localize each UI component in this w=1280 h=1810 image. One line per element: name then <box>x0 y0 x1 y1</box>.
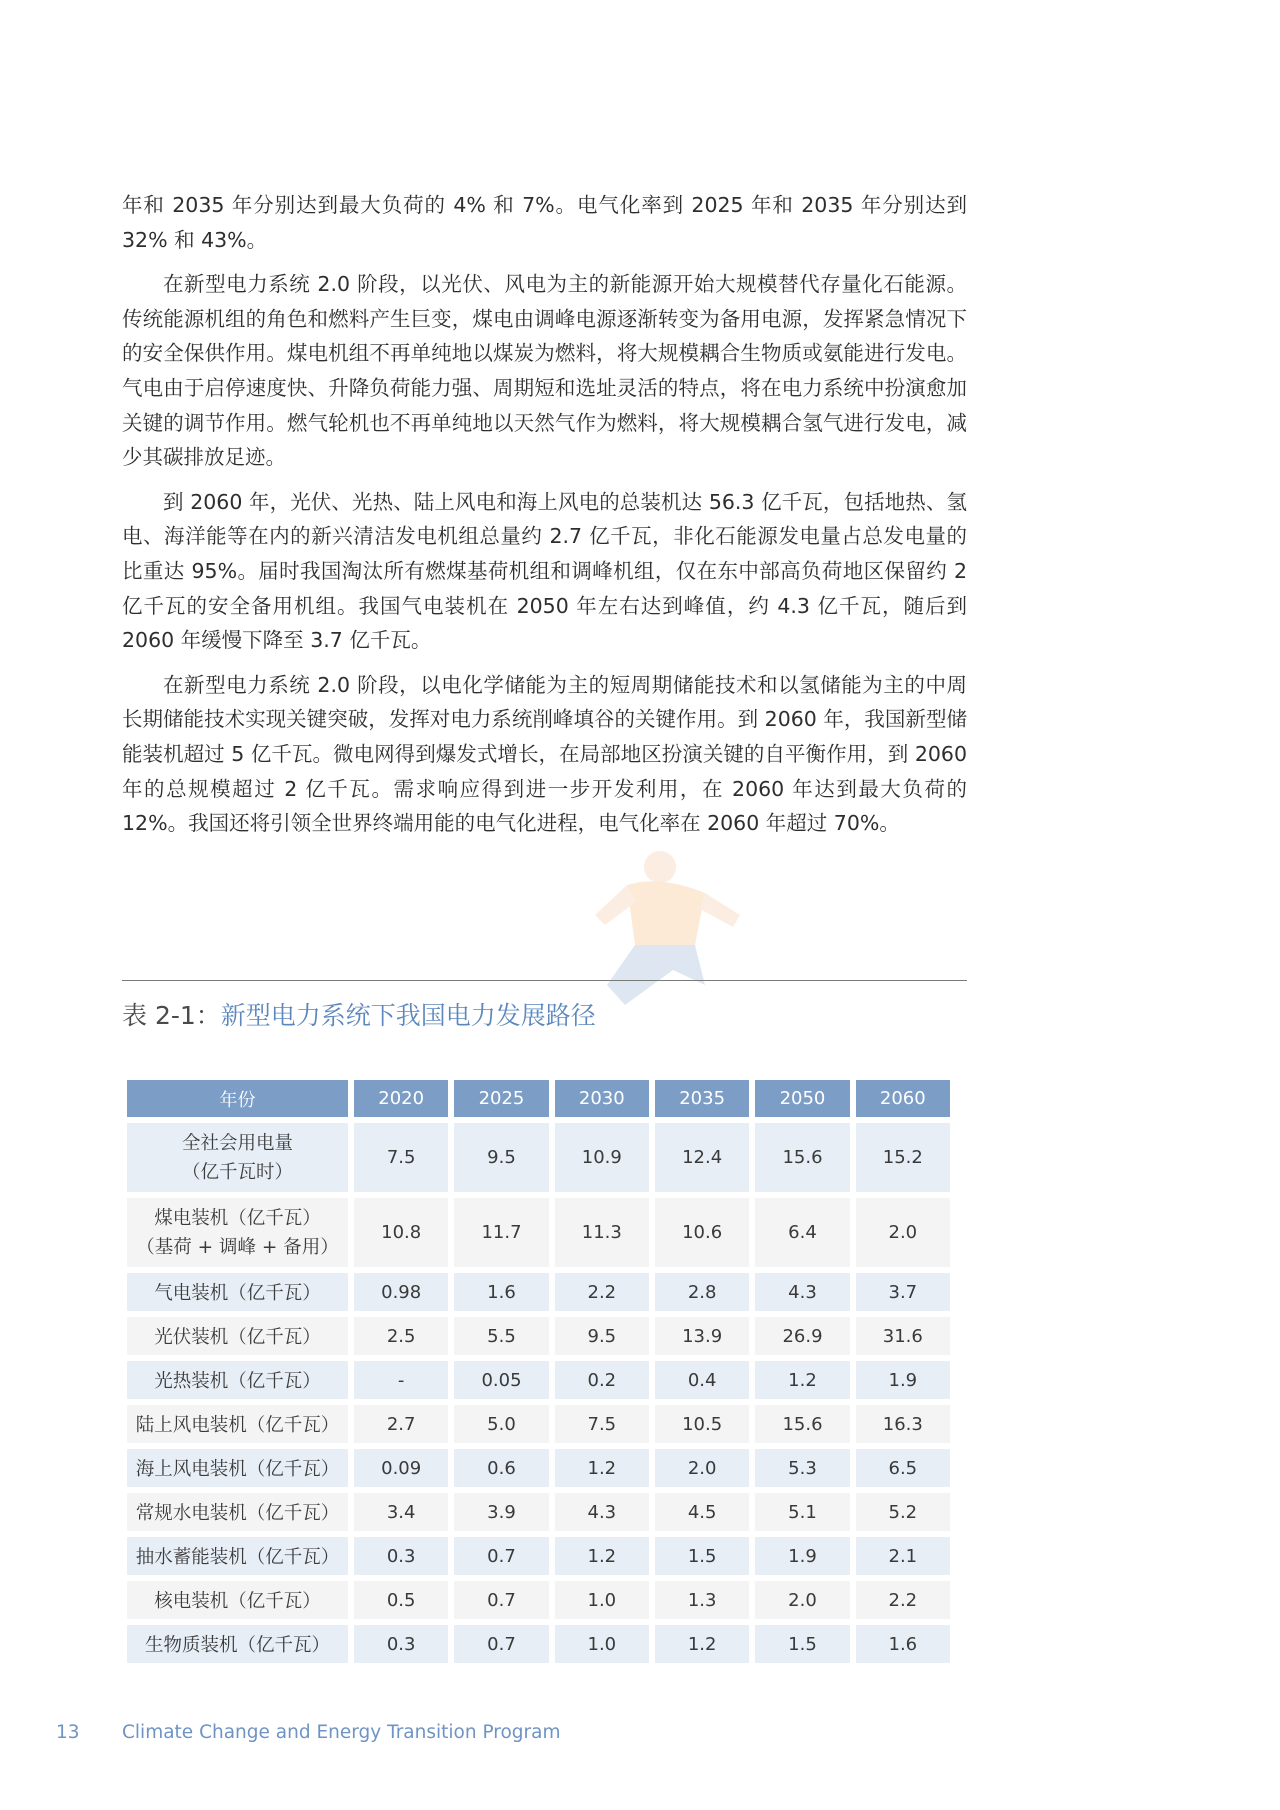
page-footer <box>56 1722 561 1743</box>
table-cell: 9.5 <box>454 1123 548 1192</box>
table-cell: 3.4 <box>354 1493 448 1531</box>
header-year: 2030 <box>555 1080 649 1117</box>
table-cell: 2.5 <box>354 1317 448 1355</box>
table-cell: 1.2 <box>755 1361 849 1399</box>
row-label: 生物质装机（亿千瓦） <box>127 1625 348 1663</box>
table-cell: 2.0 <box>655 1449 749 1487</box>
table-cell: 2.0 <box>856 1198 950 1267</box>
table-cell: 2.2 <box>856 1581 950 1619</box>
table-cell: 7.5 <box>354 1123 448 1192</box>
table-cell: 26.9 <box>755 1317 849 1355</box>
table-row <box>127 1123 950 1192</box>
paragraph-2: 在新型电力系统 2.0 阶段，以光伏、风电为主的新能源开始大规模替代存量化石能源。传统能源机组的角色和燃料产生巨变，煤电由调峰电源逐渐转变为备用电源，发挥紧急情况下的安全保供作用。煤电机组不再单纯地以煤炭为燃料，将大规模耦合生物质或氨能进行发电。气电由于启停速度快、升降负荷能力强、周期短和选址灵活的特点，将在电力系统中扮演愈加关键的调节作用。燃气轮机也不再单纯地以天然气作为燃料，将大规模耦合氢气进行发电，减少其碳排放足迹。 <box>122 272 967 470</box>
table-cell: 0.7 <box>454 1537 548 1575</box>
row-label: 核电装机（亿千瓦） <box>127 1581 348 1619</box>
table-cell: 0.4 <box>655 1361 749 1399</box>
row-label-line1: 全社会用电量 <box>181 1132 293 1154</box>
table-title <box>122 998 596 1034</box>
paragraph-1: 年和 2035 年分别达到最大负荷的 4% 和 7%。电气化率到 2025 年和 2035 年分别达到 32% 和 43%。 <box>122 193 967 252</box>
row-label-line2: （亿千瓦时） <box>181 1161 293 1183</box>
row-label-line1: 煤电装机（亿千瓦） <box>154 1207 321 1229</box>
row-label: 光伏装机（亿千瓦） <box>127 1317 348 1355</box>
table-cell: 11.7 <box>454 1198 548 1267</box>
table-cell: 15.6 <box>755 1123 849 1192</box>
header-year: 2025 <box>454 1080 548 1117</box>
table-number: 表 2-1： <box>122 1001 221 1030</box>
table-row <box>127 1537 950 1575</box>
table-cell: 0.09 <box>354 1449 448 1487</box>
table-cell: 1.9 <box>856 1361 950 1399</box>
row-label <box>127 1198 348 1267</box>
table-cell: - <box>354 1361 448 1399</box>
table-cell: 5.0 <box>454 1405 548 1443</box>
table-cell: 0.2 <box>555 1361 649 1399</box>
table-cell: 1.5 <box>755 1625 849 1663</box>
table-cell: 31.6 <box>856 1317 950 1355</box>
table-cell: 1.5 <box>655 1537 749 1575</box>
table-cell: 1.0 <box>555 1581 649 1619</box>
table-cell: 5.5 <box>454 1317 548 1355</box>
table-cell: 0.3 <box>354 1537 448 1575</box>
table-cell: 1.3 <box>655 1581 749 1619</box>
header-year: 2020 <box>354 1080 448 1117</box>
table-cell: 0.05 <box>454 1361 548 1399</box>
table-cell: 2.2 <box>555 1273 649 1311</box>
table-row <box>127 1273 950 1311</box>
table-row <box>127 1581 950 1619</box>
table-cell: 1.0 <box>555 1625 649 1663</box>
table-header-row <box>127 1080 950 1117</box>
table-cell: 15.2 <box>856 1123 950 1192</box>
table-cell: 2.1 <box>856 1537 950 1575</box>
program-name: Climate Change and Energy Transition Program <box>122 1722 561 1743</box>
table-cell: 10.9 <box>555 1123 649 1192</box>
row-label-line2: （基荷 + 调峰 + 备用） <box>136 1236 339 1258</box>
table-cell: 11.3 <box>555 1198 649 1267</box>
table-cell: 1.2 <box>555 1537 649 1575</box>
row-label: 抽水蓄能装机（亿千瓦） <box>127 1537 348 1575</box>
power-development-table <box>121 1074 956 1669</box>
table-cell: 15.6 <box>755 1405 849 1443</box>
table-cell: 5.3 <box>755 1449 849 1487</box>
row-label <box>127 1123 348 1192</box>
table-cell: 5.1 <box>755 1493 849 1531</box>
table-cell: 0.7 <box>454 1625 548 1663</box>
table-cell: 0.7 <box>454 1581 548 1619</box>
table-cell: 2.7 <box>354 1405 448 1443</box>
table-cell: 1.2 <box>555 1449 649 1487</box>
table-cell: 5.2 <box>856 1493 950 1531</box>
header-year: 2060 <box>856 1080 950 1117</box>
table-cell: 12.4 <box>655 1123 749 1192</box>
table-cell: 1.6 <box>454 1273 548 1311</box>
table-cell: 7.5 <box>555 1405 649 1443</box>
table-row <box>127 1449 950 1487</box>
paragraph-4: 在新型电力系统 2.0 阶段，以电化学储能为主的短周期储能技术和以氢储能为主的中周长期储能技术实现关键突破，发挥对电力系统削峰填谷的关键作用。到 2060 年，我国新型储能装机超过 5 亿千瓦。微电网得到爆发式增长，在局部地区扮演关键的自平衡作用，到 2060 年的总规模超过 2 亿千瓦。需求响应得到进一步开发利用，在 2060 年达到最大负荷的 12%。我国还将引领全世界终端用能的电气化进程，电气化率在 2060 年超过 70%。 <box>122 672 967 836</box>
paragraph-3: 到 2060 年，光伏、光热、陆上风电和海上风电的总装机达 56.3 亿千瓦，包括地热、氢电、海洋能等在内的新兴清洁发电机组总量约 2.7 亿千瓦，非化石能源发电量占总发电量的比重达 95%。届时我国淘汰所有燃煤基荷机组和调峰机组，仅在东中部高负荷地区保留约 2 亿千瓦的安全备用机组。我国气电装机在 2050 年左右达到峰值，约 4.3 亿千瓦，随后到 2060 年缓慢下降至 3.7 亿千瓦。 <box>122 489 967 653</box>
table-cell: 4.3 <box>555 1493 649 1531</box>
header-year: 2050 <box>755 1080 849 1117</box>
table-cell: 2.0 <box>755 1581 849 1619</box>
table-cell: 10.5 <box>655 1405 749 1443</box>
body-text <box>122 188 967 851</box>
row-label: 陆上风电装机（亿千瓦） <box>127 1405 348 1443</box>
table-cell: 6.4 <box>755 1198 849 1267</box>
table-cell: 2.8 <box>655 1273 749 1311</box>
table-cell: 0.98 <box>354 1273 448 1311</box>
table-cell: 4.3 <box>755 1273 849 1311</box>
table-cell: 1.6 <box>856 1625 950 1663</box>
table-cell: 3.7 <box>856 1273 950 1311</box>
table-cell: 13.9 <box>655 1317 749 1355</box>
table-cell: 16.3 <box>856 1405 950 1443</box>
header-year: 2035 <box>655 1080 749 1117</box>
table-row <box>127 1361 950 1399</box>
table-cell: 0.3 <box>354 1625 448 1663</box>
table-cell: 6.5 <box>856 1449 950 1487</box>
table-cell: 10.8 <box>354 1198 448 1267</box>
table-row <box>127 1198 950 1267</box>
table-cell: 0.6 <box>454 1449 548 1487</box>
header-year-label: 年份 <box>127 1080 348 1117</box>
row-label: 常规水电装机（亿千瓦） <box>127 1493 348 1531</box>
table-cell: 4.5 <box>655 1493 749 1531</box>
table-row <box>127 1317 950 1355</box>
table-row <box>127 1625 950 1663</box>
table-row <box>127 1405 950 1443</box>
table-cell: 9.5 <box>555 1317 649 1355</box>
table-cell: 0.5 <box>354 1581 448 1619</box>
page-number: 13 <box>56 1722 80 1743</box>
table-cell: 1.2 <box>655 1625 749 1663</box>
section-divider <box>122 980 967 981</box>
table-cell: 10.6 <box>655 1198 749 1267</box>
row-label: 光热装机（亿千瓦） <box>127 1361 348 1399</box>
table-cell: 3.9 <box>454 1493 548 1531</box>
table-name: 新型电力系统下我国电力发展路径 <box>220 1001 596 1030</box>
table-cell: 1.9 <box>755 1537 849 1575</box>
row-label: 海上风电装机（亿千瓦） <box>127 1449 348 1487</box>
row-label: 气电装机（亿千瓦） <box>127 1273 348 1311</box>
table-row <box>127 1493 950 1531</box>
